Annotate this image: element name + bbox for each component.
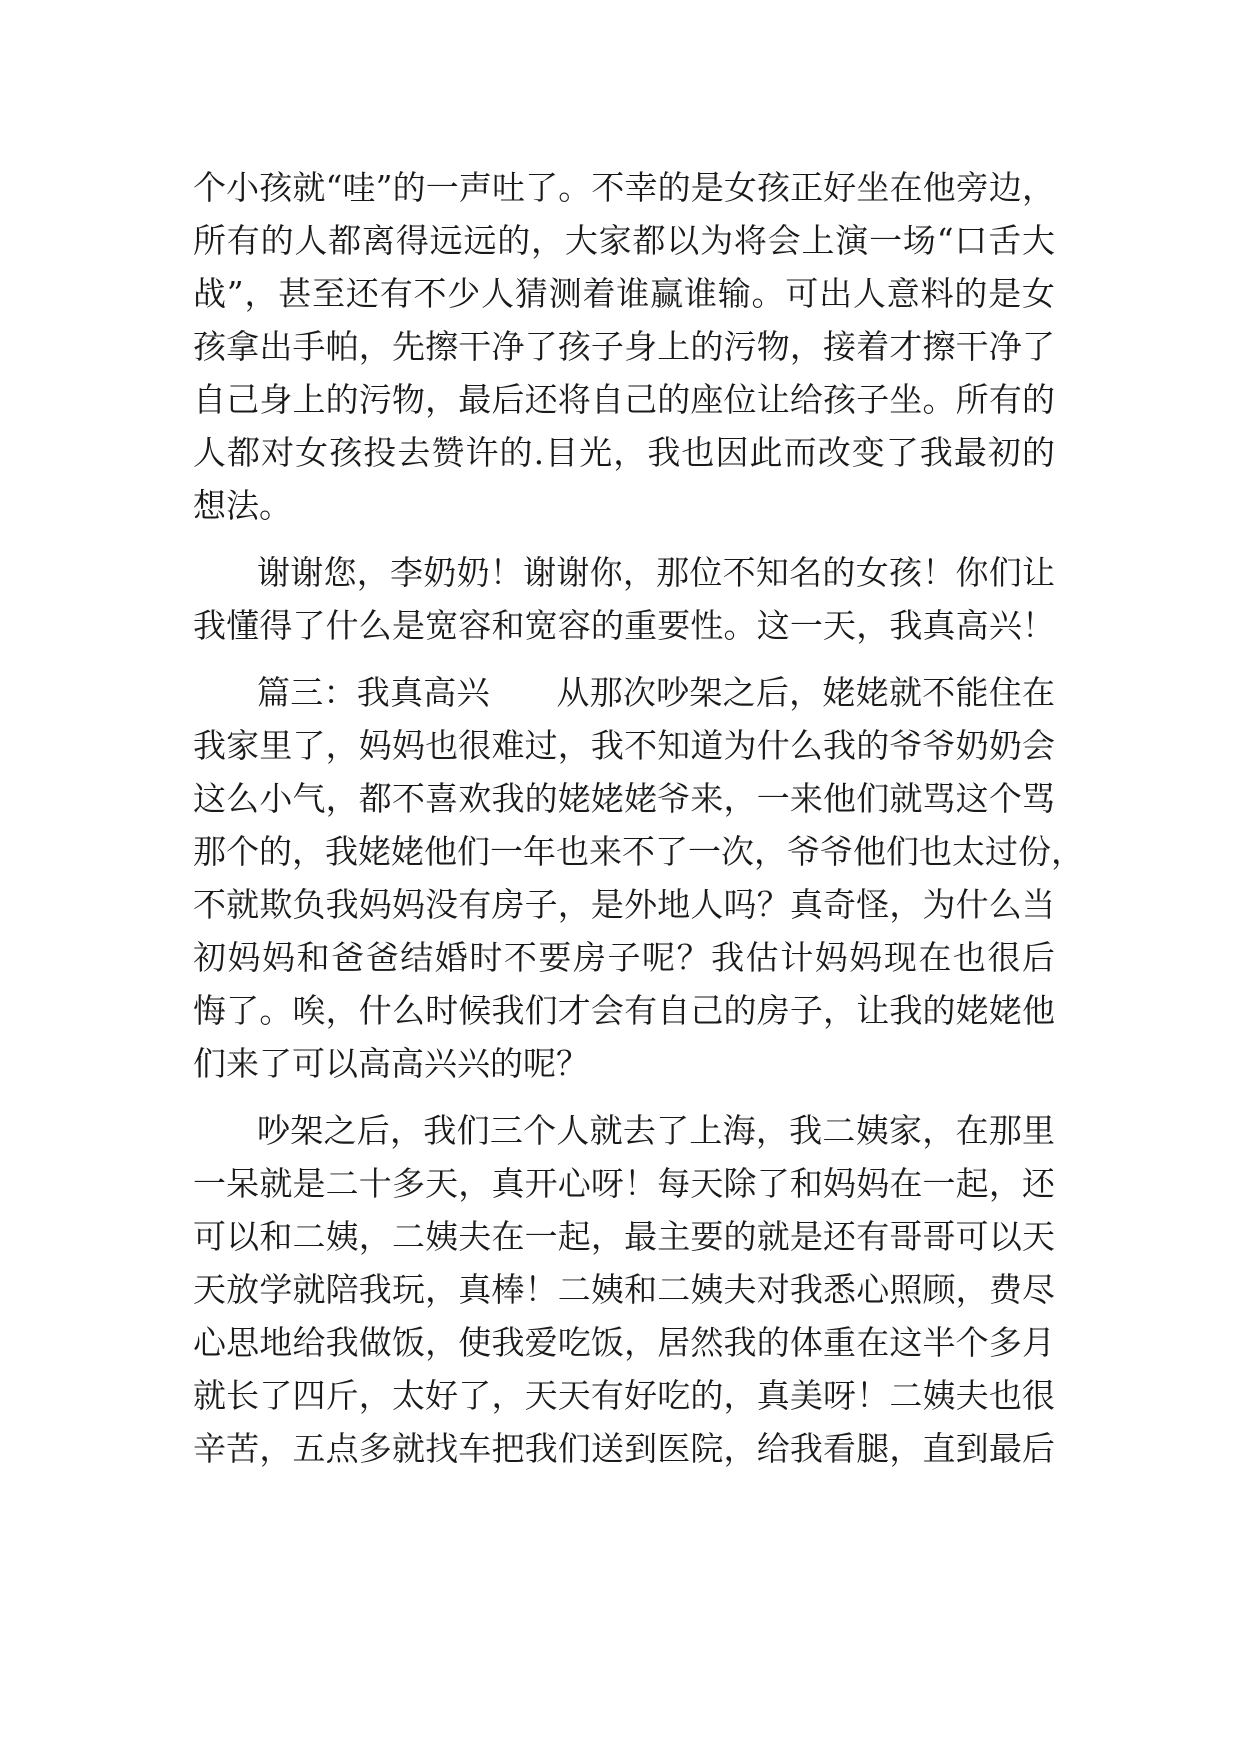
text-line: 个小孩就“哇”的一声吐了。不幸的是女孩正好坐在他旁边， (193, 168, 1055, 207)
text-line: 一呆就是二十多天，真开心呀！每天除了和妈妈在一起，还 (193, 1164, 1055, 1203)
text-line: 不就欺负我妈妈没有房子，是外地人吗？真奇怪，为什么当 (193, 885, 1055, 924)
text-line: 心思地给我做饭，使我爱吃饭，居然我的体重在这半个多月 (193, 1323, 1055, 1362)
text-line: 人都对女孩投去赞许的.目光，我也因此而改变了我最初的 (193, 433, 1055, 472)
text-line: 孩拿出手帕，先擦干净了孩子身上的污物，接着才擦干净了 (193, 327, 1055, 366)
text-line: 们来了可以高高兴兴的呢？ (193, 1044, 589, 1083)
text-line: 可以和二姨，二姨夫在一起，最主要的就是还有哥哥可以天 (193, 1217, 1055, 1256)
text-line: 初妈妈和爸爸结婚时不要房子呢？我估计妈妈现在也很后 (193, 938, 1055, 977)
text-line: 我家里了，妈妈也很难过，我不知道为什么我的爷爷奶奶会 (193, 726, 1055, 765)
text-line: 辛苦，五点多就找车把我们送到医院，给我看腿，直到最后 (193, 1429, 1055, 1468)
text-line: 战”，甚至还有不少人猜测着谁赢谁输。可出人意料的是女 (193, 274, 1055, 313)
text-line: 想法。 (193, 486, 292, 525)
text-line: 那个的，我姥姥他们一年也来不了一次，爷爷他们也太过份， (193, 832, 1084, 871)
text-line: 天放学就陪我玩，真棒！二姨和二姨夫对我悉心照顾，费尽 (193, 1270, 1055, 1309)
text-line: 谢谢您，李奶奶！谢谢你，那位不知名的女孩！你们让 (257, 553, 1055, 592)
text-line: 吵架之后，我们三个人就去了上海，我二姨家，在那里 (257, 1111, 1055, 1150)
text-line: 自己身上的污物，最后还将自己的座位让给孩子坐。所有的 (193, 380, 1055, 419)
text-line: 悔了。唉，什么时候我们才会有自己的房子，让我的姥姥他 (193, 991, 1055, 1030)
text-line: 所有的人都离得远远的，大家都以为将会上演一场“口舌大 (193, 221, 1055, 260)
text-line: 篇三：我真高兴 从那次吵架之后，姥姥就不能住在 (257, 673, 1055, 712)
text-line: 我懂得了什么是宽容和宽容的重要性。这一天，我真高兴！ (193, 606, 1055, 645)
text-line: 这么小气，都不喜欢我的姥姥姥爷来，一来他们就骂这个骂 (193, 779, 1055, 818)
text-line: 就长了四斤，太好了，天天有好吃的，真美呀！二姨夫也很 (193, 1376, 1055, 1415)
